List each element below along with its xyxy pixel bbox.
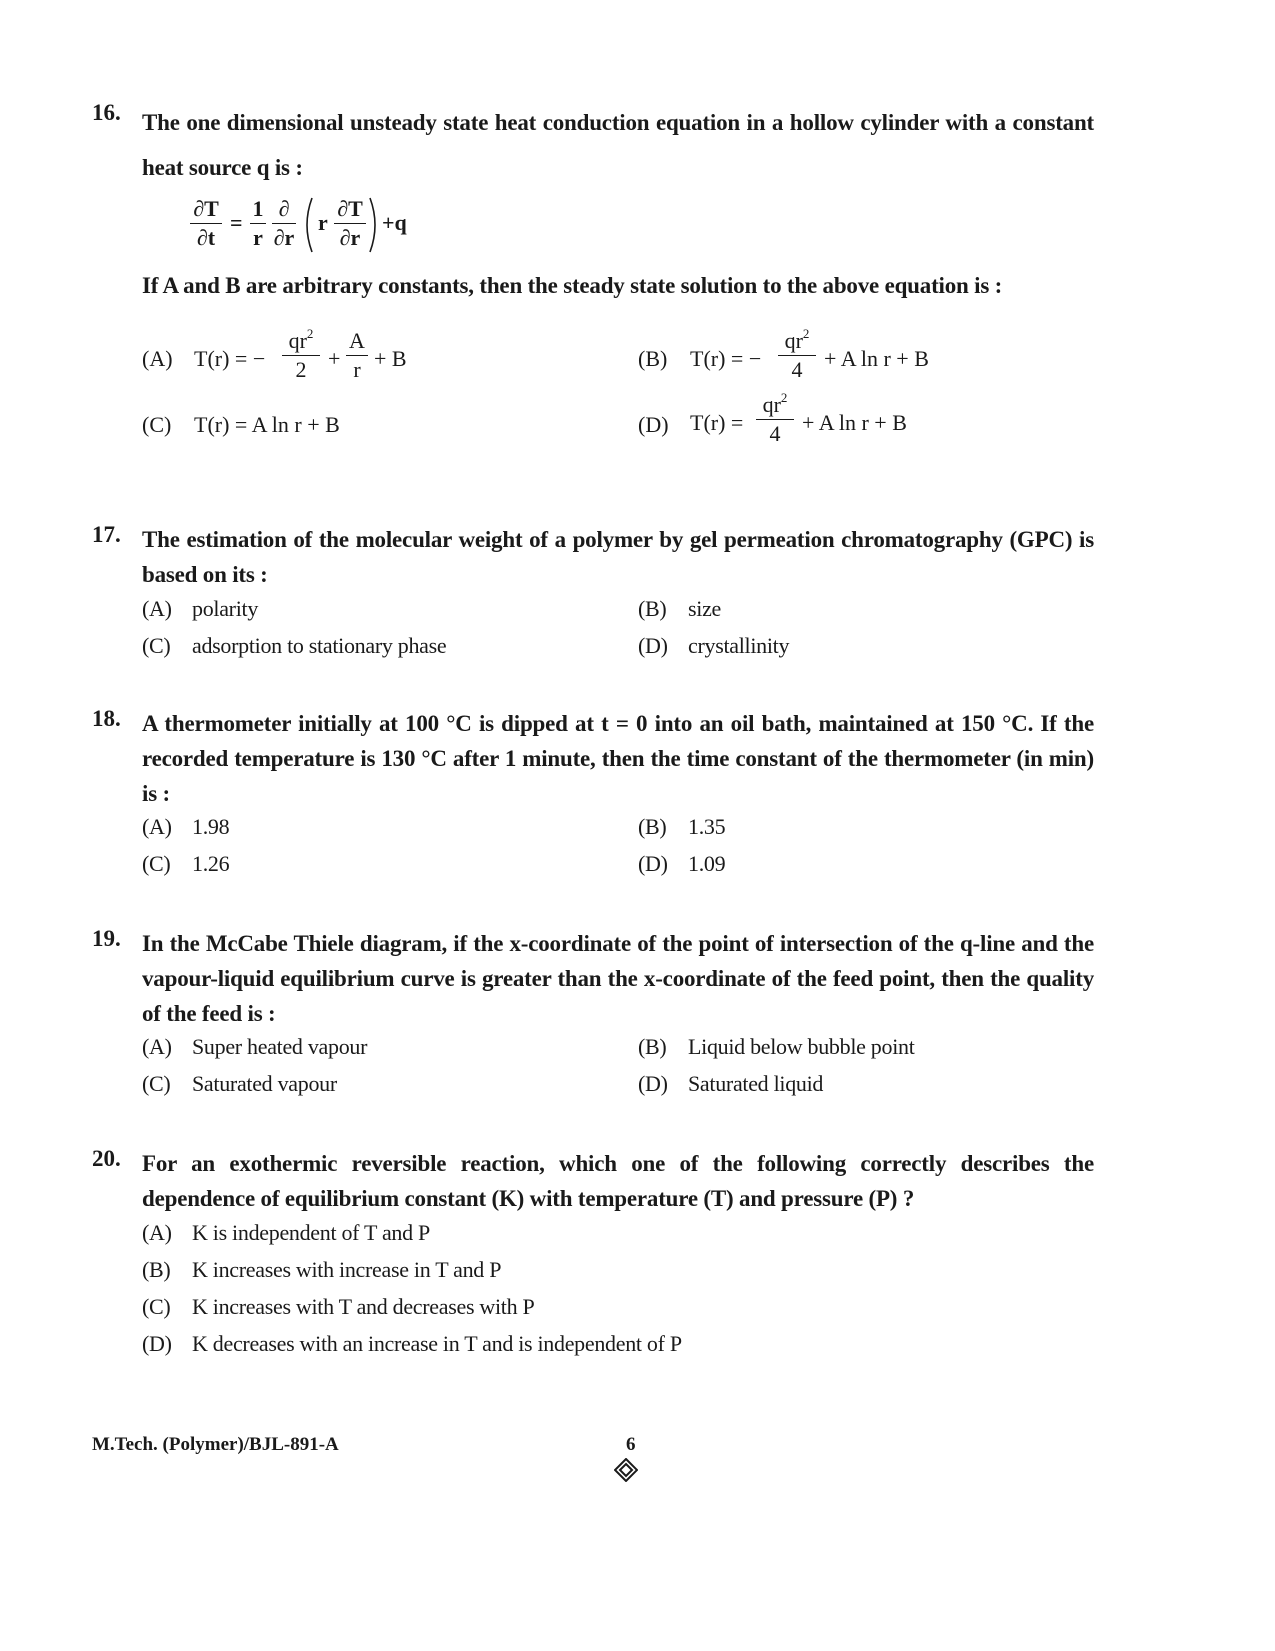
option-a[interactable] <box>142 596 258 622</box>
option-b[interactable] <box>638 814 725 840</box>
footer-code: M.Tech. (Polymer)/BJL-891-A <box>92 1434 339 1455</box>
option-label: (D) <box>638 633 668 658</box>
option-d[interactable] <box>142 1331 682 1357</box>
option-label: (B) <box>638 346 668 371</box>
option-text: 1.98 <box>192 814 230 839</box>
option-a[interactable] <box>142 328 462 388</box>
eq-inner-r: r <box>318 210 328 235</box>
question-subtext: If A and B are arbitrary constants, then the steady state solution to the above equation is : <box>142 273 1003 298</box>
option-plus: + <box>328 346 341 371</box>
option-a[interactable] <box>142 1220 430 1246</box>
question-text: In the McCabe Thiele diagram, if the x-coordinate of the point of intersection of the q-line and the vapour-liquid equilibrium curve is greater than the x-coordinate of the feed point, then the quality of the feed is : <box>142 931 1094 1026</box>
option-b[interactable] <box>638 1034 915 1060</box>
option-text: T(r) = A ln r + B <box>194 412 340 437</box>
option-text: K increases with T and decreases with P <box>192 1294 535 1319</box>
option-c[interactable] <box>142 633 446 659</box>
frac-den: r <box>353 357 361 382</box>
option-label: (C) <box>142 633 171 658</box>
option-d[interactable] <box>638 851 725 877</box>
eq-f3-num: ∂T <box>337 196 363 221</box>
frac-num: qr <box>784 328 803 353</box>
frac-sup: 2 <box>306 326 314 341</box>
option-b[interactable] <box>638 328 998 388</box>
option-d[interactable] <box>638 633 789 659</box>
question-number: 17. <box>92 522 121 547</box>
option-label: (D) <box>638 851 668 876</box>
option-text: K increases with increase in T and P <box>192 1257 502 1282</box>
eq-f2-num: ∂ <box>278 196 290 221</box>
option-label: (C) <box>142 851 171 876</box>
option-text: Super heated vapour <box>192 1034 368 1059</box>
eq-f1-den: r <box>253 225 263 250</box>
option-label: (B) <box>142 1257 171 1282</box>
question-number: 18. <box>92 706 121 731</box>
option-text: Liquid below bubble point <box>688 1034 915 1059</box>
diamond-icon <box>614 1458 638 1482</box>
eq-f3-den: ∂r <box>339 225 361 250</box>
option-b[interactable] <box>142 1257 501 1283</box>
eq-sign: = <box>230 210 243 235</box>
option-tail: + A ln r + B <box>802 410 907 435</box>
frac-num: A <box>349 328 365 353</box>
frac-sup: 2 <box>802 326 810 341</box>
option-prefix: T(r) = <box>690 410 744 435</box>
heat-equation <box>190 196 510 256</box>
option-prefix: T(r) = − <box>194 346 266 371</box>
question-number: 19. <box>92 926 121 951</box>
page-number: 6 <box>626 1434 636 1455</box>
option-label: (D) <box>638 1071 668 1096</box>
frac-den: 2 <box>295 357 307 382</box>
option-label: (A) <box>142 346 173 371</box>
eq-tail: +q <box>382 210 407 235</box>
left-paren-icon <box>300 196 314 254</box>
question-text: For an exothermic reversible reaction, which one of the following correctly describes the dependence of equilibrium constant (K) with temperature (T) and pressure (P) ? <box>142 1151 1094 1211</box>
option-label: (B) <box>638 596 667 621</box>
eq-lhs-den: ∂t <box>196 225 216 250</box>
option-label: (B) <box>638 814 667 839</box>
option-label: (C) <box>142 1071 171 1096</box>
option-text: crystallinity <box>688 633 790 658</box>
option-label: (A) <box>142 1034 172 1059</box>
option-c[interactable] <box>142 1071 337 1097</box>
option-text: Saturated vapour <box>192 1071 337 1096</box>
option-label: (B) <box>638 1034 667 1059</box>
option-text: 1.09 <box>688 851 726 876</box>
frac-num: qr <box>288 328 307 353</box>
option-c[interactable] <box>142 412 462 452</box>
option-a[interactable] <box>142 1034 367 1060</box>
question-text: The one dimensional unsteady state heat conduction equation in a hollow cylinder with a constant heat source q is : <box>142 110 1094 180</box>
option-text: Saturated liquid <box>688 1071 824 1096</box>
option-tail: + A ln r + B <box>824 346 929 371</box>
option-text: K decreases with an increase in T and is independent of P <box>192 1331 682 1356</box>
option-c[interactable] <box>142 1294 534 1320</box>
eq-f1-num: 1 <box>252 196 264 221</box>
question-text: A thermometer initially at 100 °C is dipped at t = 0 into an oil bath, maintained at 150 °C. If the recorded temperature is 130 °C after 1 minute, then the time constant of the thermometer (in min) is : <box>142 711 1094 806</box>
option-text: K is independent of T and P <box>192 1220 430 1245</box>
eq-lhs-num: ∂T <box>193 196 219 221</box>
option-c[interactable] <box>142 851 229 877</box>
option-text: polarity <box>192 596 259 621</box>
frac-den: 4 <box>791 357 803 382</box>
option-b[interactable] <box>638 596 721 622</box>
option-label: (D) <box>142 1331 172 1356</box>
option-label: (D) <box>638 412 669 437</box>
option-label: (A) <box>142 596 172 621</box>
option-prefix: T(r) = − <box>690 346 762 371</box>
option-label: (C) <box>142 412 172 437</box>
question-number: 16. <box>92 100 121 125</box>
option-text: 1.35 <box>688 814 726 839</box>
right-paren-icon <box>368 196 382 254</box>
option-tail: + B <box>374 346 407 371</box>
option-d[interactable] <box>638 392 998 452</box>
frac-sup: 2 <box>780 390 788 405</box>
option-label: (A) <box>142 1220 172 1245</box>
option-a[interactable] <box>142 814 229 840</box>
question-number: 20. <box>92 1146 121 1171</box>
frac-num: qr <box>762 392 781 417</box>
frac-den: 4 <box>769 421 781 446</box>
option-text: size <box>688 596 722 621</box>
option-d[interactable] <box>638 1071 823 1097</box>
option-label: (C) <box>142 1294 171 1319</box>
option-text: 1.26 <box>192 851 230 876</box>
question-text: The estimation of the molecular weight of a polymer by gel permeation chromatography (GPC) is based on its : <box>142 527 1094 587</box>
eq-f2-den: ∂r <box>273 225 295 250</box>
option-label: (A) <box>142 814 172 839</box>
option-text: adsorption to stationary phase <box>192 633 447 658</box>
